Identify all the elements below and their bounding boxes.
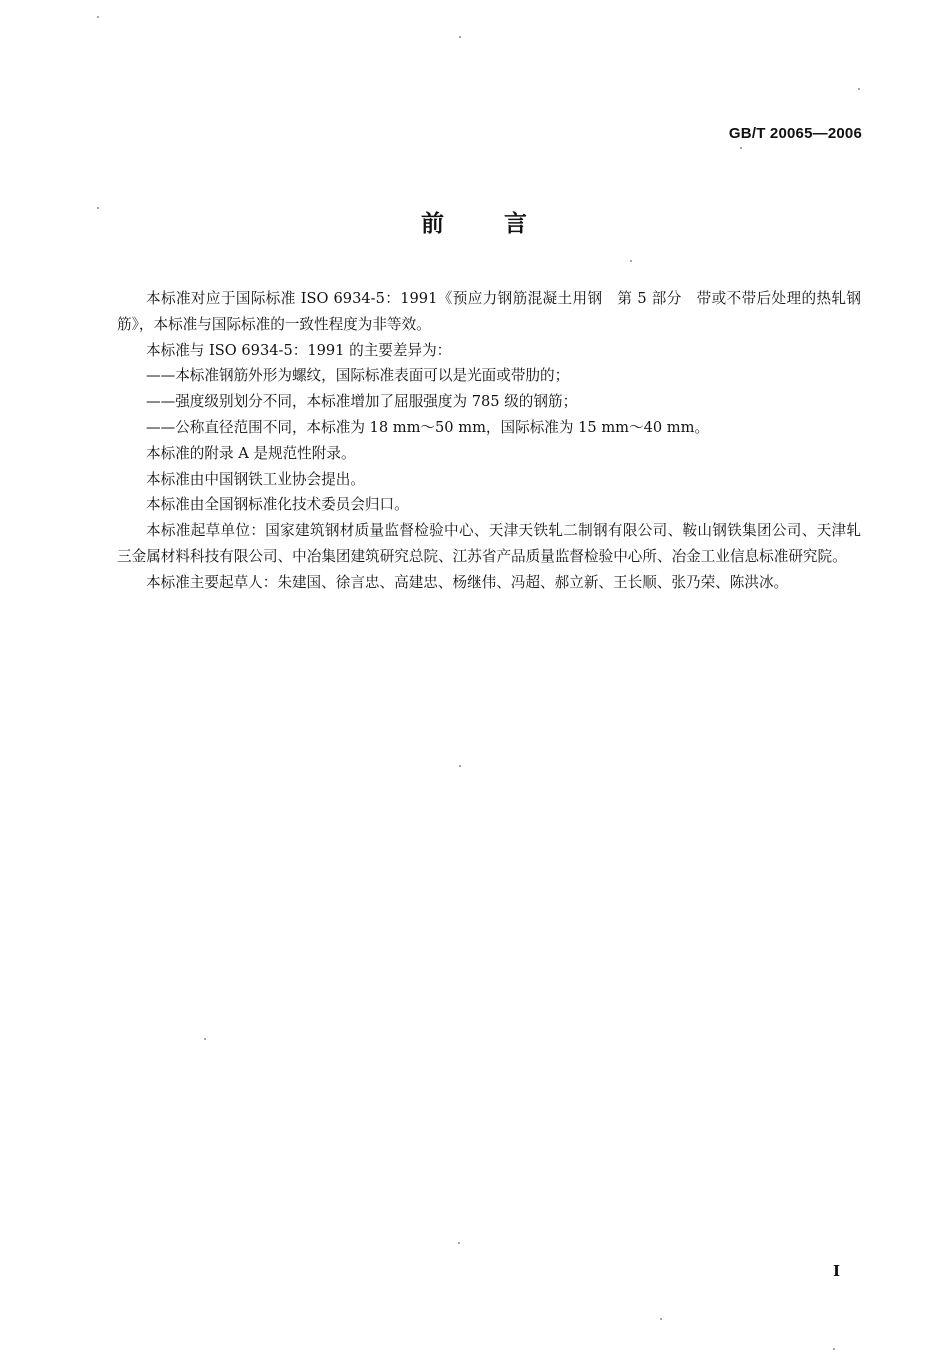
paragraph-proposer: 本标准由中国钢铁工业协会提出。 <box>146 470 365 488</box>
difference-item-strength: ——强度级别划分不同，本标准增加了屈服强度为 785 级的钢筋； <box>146 393 578 411</box>
title-char-1: 前 <box>421 211 446 237</box>
scan-speck <box>660 1318 662 1320</box>
scan-speck <box>459 765 461 767</box>
scan-speck <box>833 1348 835 1350</box>
standard-code: GB/T 20065—2006 <box>728 125 862 142</box>
scan-speck <box>458 1242 460 1244</box>
paragraph-correspondence: 本标准对应于国际标准 ISO 6934-5：1991《预应力钢筋混凝土用钢 第 5 部分 带或不带后处理的热轧钢筋》，本标准与国际标准的一致性程度为非等效。 <box>117 290 861 333</box>
scan-speck <box>630 260 632 262</box>
difference-item-diameter: ——公称直径范围不同，本标准为 18 mm～50 mm，国际标准为 15 mm～40 mm。 <box>146 418 710 436</box>
page-number: I <box>833 1262 841 1280</box>
scan-speck <box>740 147 742 149</box>
paragraph-drafting-units: 本标准起草单位：国家建筑钢材质量监督检验中心、天津天铁轧二制钢有限公司、鞍山钢铁集团公司、天津轧三金属材料科技有限公司、中冶集团建筑研究总院、江苏省产品质量监督检验中心所、冶金工业信息标准研究院。 <box>117 522 861 565</box>
scan-speck <box>858 88 860 90</box>
scan-speck <box>204 1038 206 1040</box>
paragraph-differences-intro: 本标准与 ISO 6934-5：1991 的主要差异为： <box>146 341 452 359</box>
scan-speck <box>97 207 99 209</box>
foreword-body <box>117 286 861 596</box>
difference-item-shape: ——本标准钢筋外形为螺纹，国际标准表面可以是光面或带肋的； <box>146 367 570 385</box>
title-char-2: 言 <box>504 211 529 237</box>
paragraph-administrator: 本标准由全国钢标准化技术委员会归口。 <box>146 496 409 514</box>
page-title <box>0 205 950 238</box>
paragraph-annex: 本标准的附录 A 是规范性附录。 <box>146 444 356 462</box>
scan-speck <box>97 16 99 18</box>
paragraph-drafters: 本标准主要起草人：朱建国、徐言忠、高建忠、杨继伟、冯超、郝立新、王长顺、张乃荣、陈洪冰。 <box>146 573 789 591</box>
scan-speck <box>459 36 461 38</box>
